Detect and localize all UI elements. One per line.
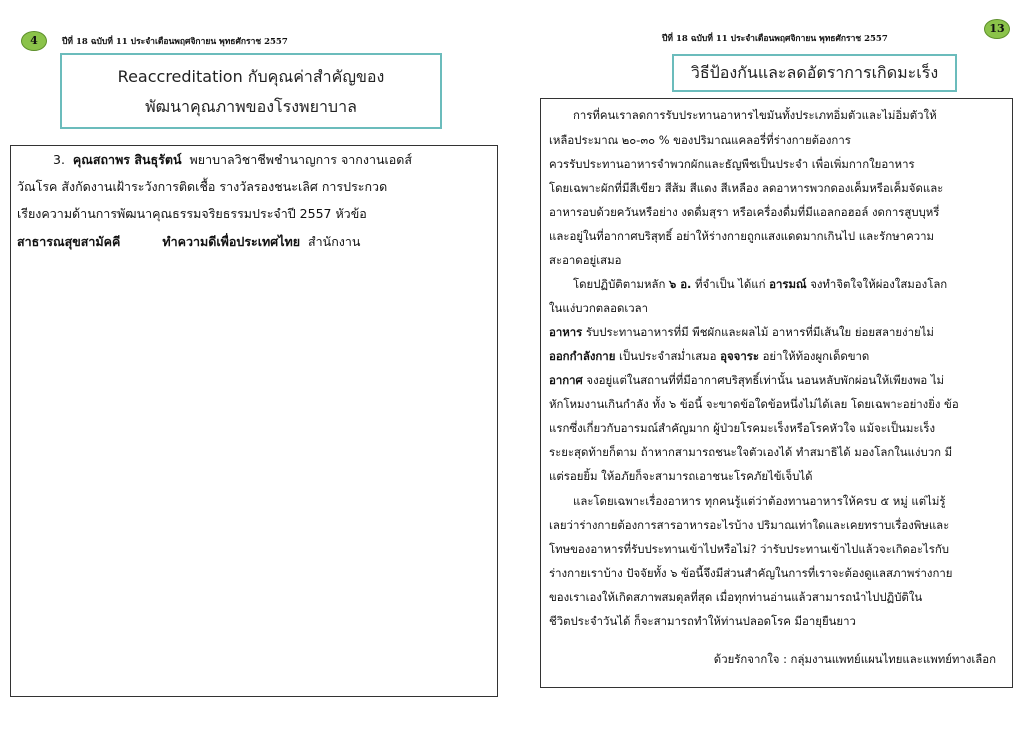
left-title-line-1: Reaccreditation กับคุณค่าสำคัญของ [117,67,385,86]
right-body-line: แรกซึ่งเกี่ยวกับอารมณ์สำคัญมาก ผู้ป่วยโรคมะเร็งหรือโรคหัวใจ แม้จะเป็นมะเร็ง [549,421,936,435]
right-body-line: หักโหมงานเกินกำลัง ทั้ง ๖ ข้อนี้ จะขาดข้อใดข้อหนึ่งไม่ได้เลย โดยเฉพาะอย่างยิ่ง ข้อ [549,397,959,411]
left-body-line-2: วัณโรค สังกัดงานเฝ้าระวังการติดเชื้อ รางวัลรองชนะเลิศ การประกวด [17,179,388,194]
left-body-line-1: 3. คุณสถาพร สินธุรัตน์ พยาบาลวิชาชีพชำนาญการ จากงานเอดส์ [53,152,413,167]
left-article-title [60,53,442,129]
right-issue-info: ปีที่ 18 ฉบับที่ 11 ประจำเดือนพฤศจิกายน พุทธศักราช 2557 [662,34,888,44]
right-body-line: เลยว่าร่างกายต้องการสารอาหารอะไรบ้าง ปริมาณเท่าใดและเคยทราบเรื่องพิษและ [549,518,950,532]
right-body-line: ชีวิตประจำวันได้ ก็จะสามารถทำให้ท่านปลอดโรค มีอายุยืนยาว [549,614,856,628]
right-body-line: ในแง่บวกตลอดเวลา [549,301,649,315]
right-signoff: ด้วยรักจากใจ : กลุ่มงานแพทย์แผนไทยและแพทย์ทางเลือก [713,652,996,666]
right-body-line: โดยเฉพาะผักที่มีสีเขียว สีส้ม สีแดง สีเหลือง ลดอาหารพวกดองเค็มหรือเค็มจัดและ [549,181,944,195]
right-body-line: อากาศ จงอยู่แต่ในสถานที่ที่มีอากาศบริสุทธิ์เท่านั้น นอนหลับพักผ่อนให้เพียงพอ ไม่ [549,373,945,387]
right-body-line: ร่างกายเราบ้าง ปัจจัยทั้ง ๖ ข้อนี้จึงมีส่วนสำคัญในการที่เราจะต้องดูแลสภาพร่างกาย [549,566,953,580]
right-body-line: แต่รอยยิ้ม ให้อภัยก็จะสามารถเอาชนะโรคภัยไข้เจ็บได้ [549,469,813,483]
right-body-line: อาหาร รับประทานอาหารที่มี พืชผักและผลไม้ อาหารที่มีเส้นใย ย่อยสลายง่ายไม่ [549,325,934,339]
right-body-line: เหลือประมาณ ๒๐-๓๐ % ของปริมาณแคลอรี่ที่ร่างกายต้องการ [549,133,851,147]
right-body-line: และอยู่ในที่อากาศบริสุทธิ์ อย่าให้ร่างกายถูกแสงแดดมากเกินไป และรักษาความ [549,229,935,243]
right-body-line: ควรรับประทานอาหารจำพวกผักและธัญพืชเป็นประจำ เพื่อเพิ่มกากใยอาหาร [549,157,915,171]
right-body-line: สะอาดอยู่เสมอ [549,253,622,267]
right-body-line: ของเราเองให้เกิดสภาพสมดุลที่สุด เมื่อทุกท่านอ่านแล้วสามารถนำไปปฏิบัติใน [549,590,923,604]
left-body-line-4: สาธารณสุขสามัคคี ทำความดีเพื่อประเทศไทย สำนักงาน [17,234,361,249]
right-body-line: ระยะสุดท้ายก็ตาม ถ้าหากสามารถชนะใจตัวเองได้ ทำสมาธิได้ มองโลกในแง่บวก มี [549,445,953,459]
right-article-title: วิธีป้องกันและลดอัตราการเกิดมะเร็ง [672,54,957,92]
right-body-line: อาหารอบด้วยควันหรือย่าง งดดื่มสุรา หรือเครื่องดื่มที่มีแอลกอฮอล์ งดการสูบบุหรี่ [549,205,940,219]
right-body-line: โทษของอาหารที่รับประทานเข้าไปหรือไม่? ว่ารับประทานเข้าไปแล้วจะเกิดอะไรกับ [549,542,949,556]
left-issue-info: ปีที่ 18 ฉบับที่ 11 ประจำเดือนพฤศจิกายน พุทธศักราช 2557 [62,37,288,47]
left-page-number: 4 [21,31,47,51]
right-page-number: 13 [984,19,1010,39]
right-body-line: โดยปฏิบัติตามหลัก ๖ อ. ที่จำเป็น ได้แก่ อารมณ์ จงทำจิตใจให้ผ่องใสมองโลก [573,277,948,291]
left-content-box [10,145,498,697]
right-body-line: และโดยเฉพาะเรื่องอาหาร ทุกคนรู้แต่ว่าต้องทานอาหารให้ครบ ๕ หมู่ แต่ไม่รู้ [573,494,946,508]
left-title-line-2: พัฒนาคุณภาพของโรงพยาบาล [145,97,357,116]
right-body-line: การที่คนเราลดการรับประทานอาหารไขมันทั้งประเภทอิ่มตัวและไม่อิ่มตัวให้ [573,108,937,122]
left-body-line-3: เรียงความด้านการพัฒนาคุณธรรมจริยธรรมประจำปี 2557 หัวข้อ [17,206,367,221]
right-body-line: ออกกำลังกาย เป็นประจำสม่ำเสมอ อุจจาระ อย่าให้ท้องผูกเด็ดขาด [549,349,870,363]
right-content-box [540,98,1013,688]
